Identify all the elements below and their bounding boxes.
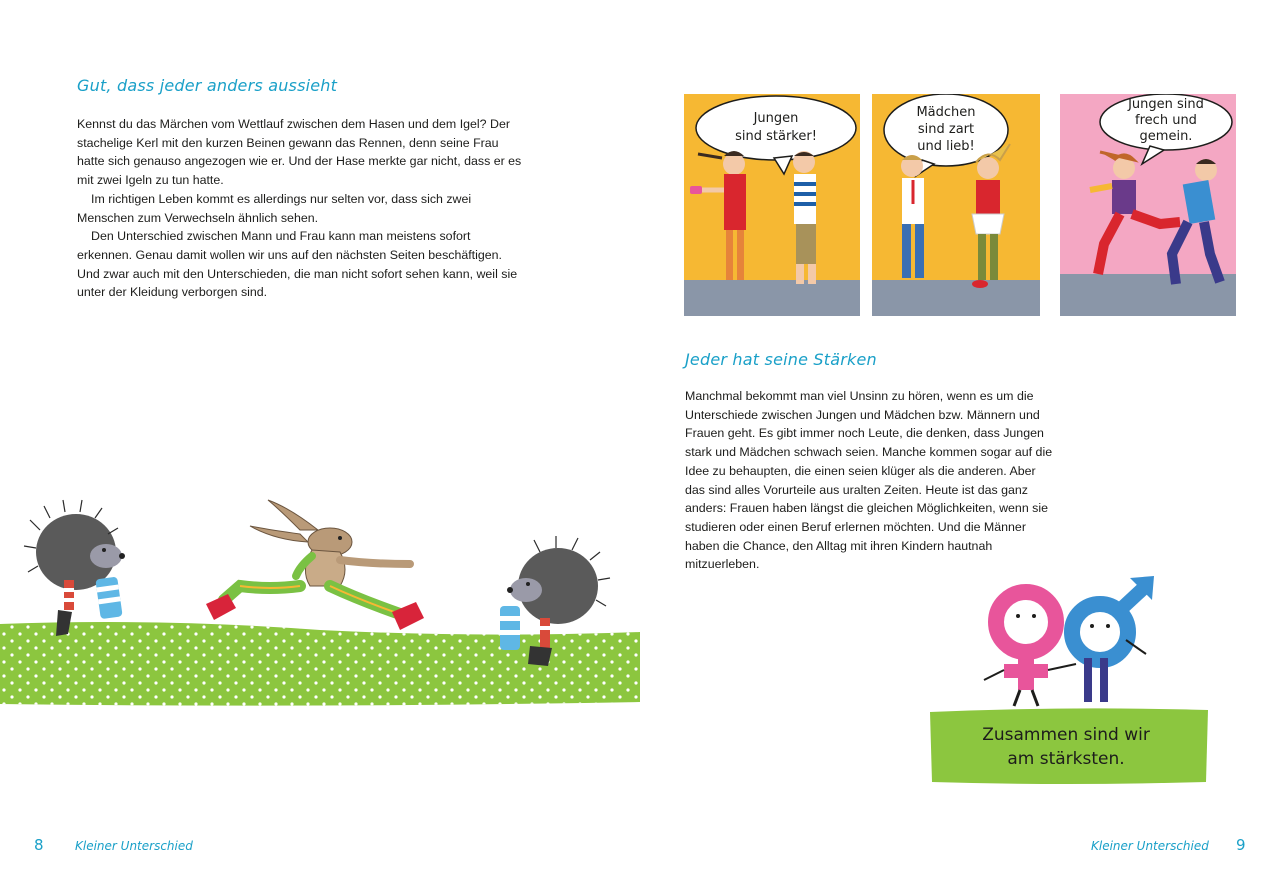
right-page: [640, 0, 1280, 882]
female-symbol-icon: [984, 592, 1056, 706]
right-heading: Jeder hat seine Stärken: [685, 350, 877, 369]
left-footer-label: Kleiner Unterschied: [75, 839, 193, 853]
hare-icon: [206, 500, 424, 630]
left-heading: Gut, dass jeder anders aussieht: [77, 76, 338, 95]
comic-panel-2: [872, 94, 1040, 316]
panel3-bubble-line3: gemein.: [1139, 129, 1193, 144]
race-illustration: [0, 490, 640, 710]
comic-panel-1-svg: [684, 94, 860, 316]
slogan-line-1: Zusammen sind wir: [982, 725, 1150, 745]
right-page-number: 9: [1236, 836, 1246, 854]
race-illustration-svg: [0, 490, 640, 710]
left-page-number: 8: [34, 836, 44, 854]
comic-panel-1: [684, 94, 860, 316]
slogan-grass-patch: [930, 708, 1208, 784]
hedgehog-left-icon: [24, 500, 125, 636]
left-body-text: [77, 115, 527, 302]
left-paragraph-2: Im richtigen Leben kommt es allerdings nur selten vor, dass sich zwei Menschen zum Verwechseln ähnlich sehen.: [77, 191, 472, 225]
right-body-text: [685, 387, 1053, 574]
comic-panel-2-svg: [872, 94, 1040, 316]
panel2-bubble-line2: sind zart: [917, 122, 975, 137]
panel1-bubble-line1: Jungen: [753, 111, 799, 126]
panel1-bubble-line2: sind stärker!: [735, 129, 817, 144]
gender-symbols-illustration: [926, 570, 1216, 788]
gender-symbols-svg: [926, 570, 1216, 788]
panel2-bubble-line3: und lieb!: [917, 139, 975, 154]
male-symbol-icon: [1048, 576, 1154, 702]
panel3-bubble-line2: frech und: [1135, 113, 1197, 128]
right-footer-label: Kleiner Unterschied: [1091, 839, 1209, 853]
right-paragraph: Manchmal bekommt man viel Unsinn zu hören, wenn es um die Unterschiede zwischen Jungen und Mädchen bzw. Männern und Frauen geht. Es gibt immer noch Leute, die denken, dass Jungen stark und Mädchen schwach seien. Manche kommen sogar auf die Idee zu behaupten, die einen seien klüger als die anderen. Aber das sind alles Vorurteile aus uralten Zeiten. Heute ist das ganz anders: Frauen haben längst die gleichen Möglichkeiten, wenn sie studieren oder einen Beruf erlernen möchten. Und die Männer haben die Chance, den Alltag mit ihren Kindern hautnah mitzuerleben.: [685, 389, 1053, 572]
left-paragraph-1: Kennst du das Märchen vom Wettlauf zwischen dem Hasen und dem Igel? Der stachelige Kerl mit den kurzen Beinen gewann das Rennen, denn seine Frau hatte sich genauso angezogen wie er. Und der Hase merkte gar nicht, dass er es mit zwei Igeln zu tun hatte.: [77, 117, 522, 188]
panel2-bubble-line1: Mädchen: [916, 105, 976, 120]
comic-panel-3-svg: [1060, 94, 1236, 316]
panel3-bubble-line1: Jungen sind: [1128, 97, 1204, 112]
left-paragraph-3: Den Unterschied zwischen Mann und Frau kann man meistens sofort erkennen. Genau damit wollen wir uns auf den nächsten Seiten beschäftigen. Und zwar auch mit den Unterschieden, die man nicht sofort sehen kann, weil sie unter der Kleidung verborgen sind.: [77, 229, 518, 300]
comic-panel-3: [1060, 94, 1236, 316]
slogan-line-2: am stärksten.: [1007, 749, 1125, 769]
